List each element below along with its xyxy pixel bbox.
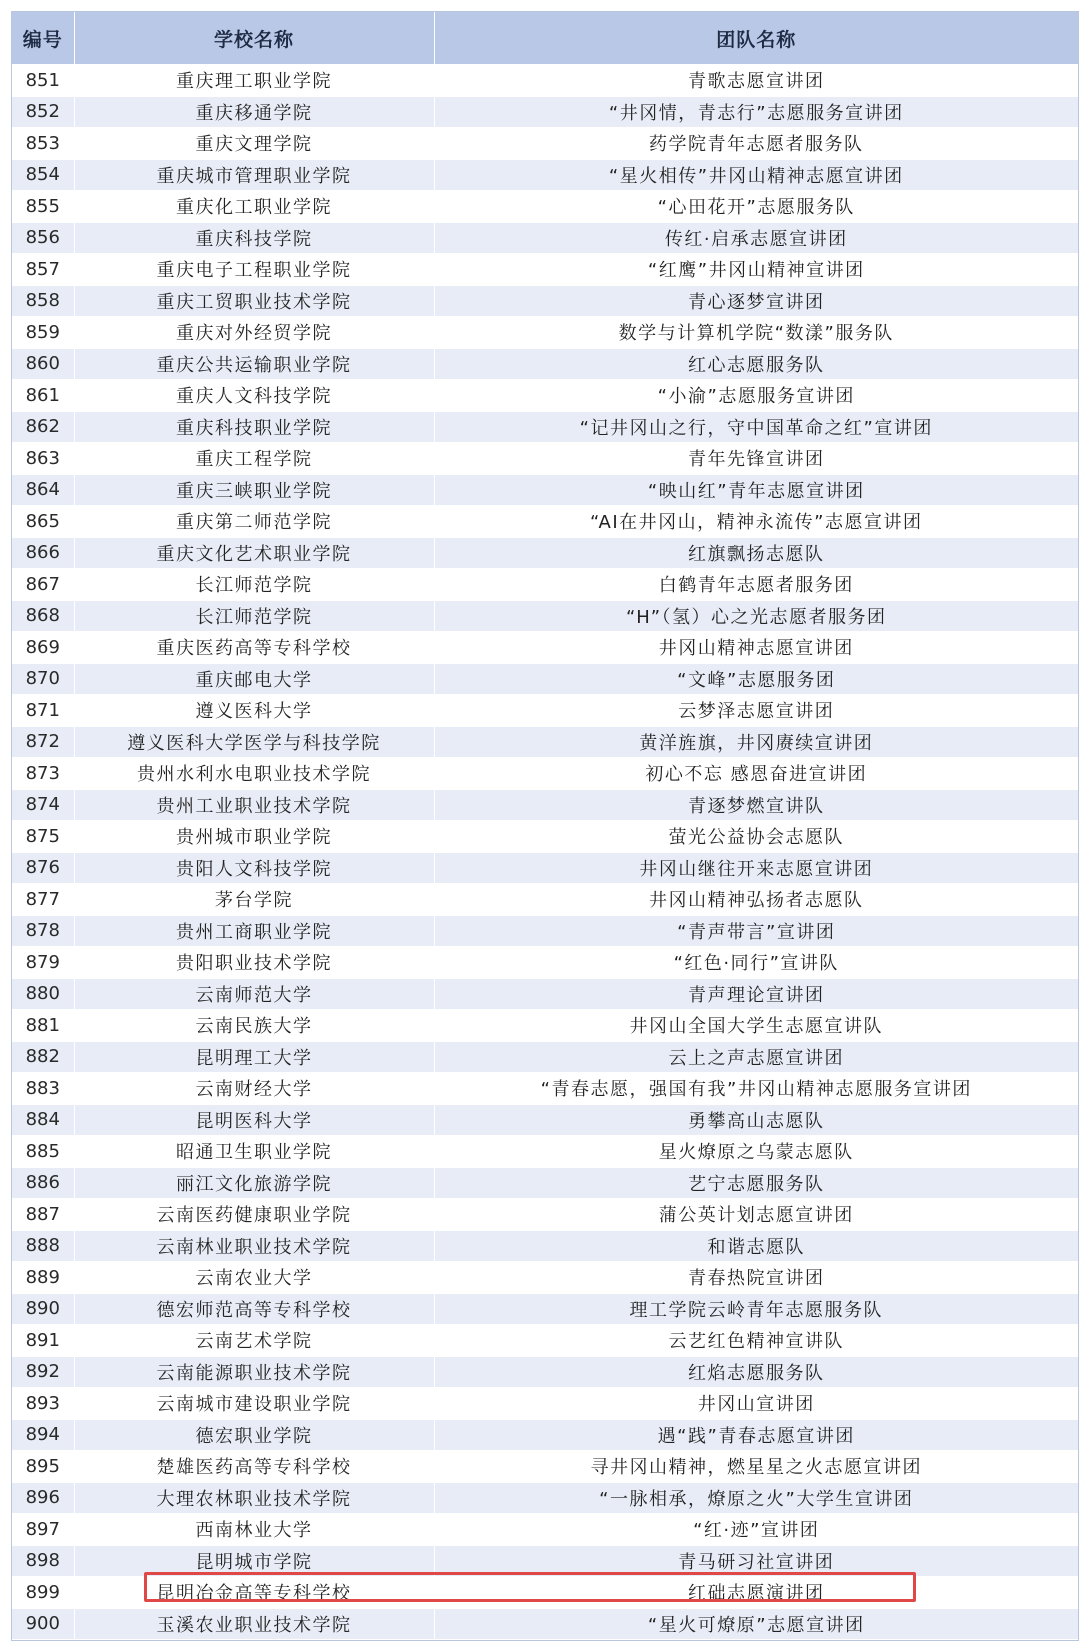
row-number: 855: [12, 191, 74, 223]
row-school: 重庆化工职业学院: [74, 191, 434, 223]
table-row: [12, 821, 1078, 853]
row-team: 黄洋旌旗，井冈赓续宣讲团: [434, 726, 1078, 758]
table-row: [12, 285, 1078, 317]
table-row: [12, 506, 1078, 538]
row-team: 星火燎原之乌蒙志愿队: [434, 1136, 1078, 1168]
row-number: 866: [12, 537, 74, 569]
row-school: 昆明理工大学: [74, 1041, 434, 1073]
row-team: 红焰志愿服务队: [434, 1356, 1078, 1388]
row-school: 重庆移通学院: [74, 96, 434, 128]
row-school: 重庆科技职业学院: [74, 411, 434, 443]
row-number: 879: [12, 947, 74, 979]
row-number: 874: [12, 789, 74, 821]
row-number: 858: [12, 285, 74, 317]
table-row: [12, 1356, 1078, 1388]
row-team: 和谐志愿队: [434, 1230, 1078, 1262]
row-team: “星火可燎原”志愿宣讲团: [434, 1608, 1078, 1640]
row-team: 井冈山全国大学生志愿宣讲队: [434, 1010, 1078, 1042]
row-team: 青声理论宣讲团: [434, 978, 1078, 1010]
row-number: 878: [12, 915, 74, 947]
row-team: “文峰”志愿服务团: [434, 663, 1078, 695]
row-school: 西南林业大学: [74, 1514, 434, 1546]
row-team: 萤光公益协会志愿队: [434, 821, 1078, 853]
table-row: [12, 789, 1078, 821]
row-team: 井冈山宣讲团: [434, 1388, 1078, 1420]
table-row: [12, 695, 1078, 727]
row-number: 889: [12, 1262, 74, 1294]
row-team: “青声带言”宣讲团: [434, 915, 1078, 947]
row-number: 865: [12, 506, 74, 538]
row-team: “一脉相承，燎原之火”大学生宣讲团: [434, 1482, 1078, 1514]
table-row: [12, 726, 1078, 758]
table-row: [12, 254, 1078, 286]
row-team: 青歌志愿宣讲团: [434, 65, 1078, 97]
table-row: [12, 1262, 1078, 1294]
row-team: 初心不忘 感恩奋进宣讲团: [434, 758, 1078, 790]
row-school: 德宏师范高等专科学校: [74, 1293, 434, 1325]
row-school: 楚雄医药高等专科学校: [74, 1451, 434, 1483]
row-team: 艺宁志愿服务队: [434, 1167, 1078, 1199]
row-school: 云南林业职业技术学院: [74, 1230, 434, 1262]
row-team: 井冈山精神弘扬者志愿队: [434, 884, 1078, 916]
row-school: 丽江文化旅游学院: [74, 1167, 434, 1199]
table-row: [12, 474, 1078, 506]
row-team: “青春志愿，强国有我”井冈山精神志愿服务宣讲团: [434, 1073, 1078, 1105]
table-row: [12, 600, 1078, 632]
row-number: 872: [12, 726, 74, 758]
table-row: [12, 1514, 1078, 1546]
row-school: 昭通卫生职业学院: [74, 1136, 434, 1168]
table-row: [12, 191, 1078, 223]
header-school: 学校名称: [74, 12, 434, 65]
table-row: [12, 1388, 1078, 1420]
row-team: “红鹰”井冈山精神宣讲团: [434, 254, 1078, 286]
row-team: “星火相传”井冈山精神志愿宣讲团: [434, 159, 1078, 191]
row-school: 重庆文理学院: [74, 128, 434, 160]
row-school: 重庆电子工程职业学院: [74, 254, 434, 286]
row-number: 880: [12, 978, 74, 1010]
row-number: 893: [12, 1388, 74, 1420]
row-team: 红旗飘扬志愿队: [434, 537, 1078, 569]
table-header: [12, 12, 1078, 65]
row-number: 863: [12, 443, 74, 475]
row-number: 854: [12, 159, 74, 191]
table-row: [12, 411, 1078, 443]
table-row: [12, 537, 1078, 569]
row-team: 白鹤青年志愿者服务团: [434, 569, 1078, 601]
row-number: 864: [12, 474, 74, 506]
row-school: 重庆公共运输职业学院: [74, 348, 434, 380]
row-number: 871: [12, 695, 74, 727]
table-row: [12, 1041, 1078, 1073]
roster-sheet: [11, 11, 1079, 1641]
row-school: 遵义医科大学医学与科技学院: [74, 726, 434, 758]
row-number: 875: [12, 821, 74, 853]
row-team: 青逐梦燃宣讲队: [434, 789, 1078, 821]
row-number: 897: [12, 1514, 74, 1546]
table-row: [12, 1167, 1078, 1199]
table-row: [12, 128, 1078, 160]
row-school: 云南艺术学院: [74, 1325, 434, 1357]
row-school: 云南能源职业技术学院: [74, 1356, 434, 1388]
table-row: [12, 852, 1078, 884]
row-team: 云艺红色精神宣讲队: [434, 1325, 1078, 1357]
row-number: 868: [12, 600, 74, 632]
row-number: 898: [12, 1545, 74, 1577]
table-row: [12, 96, 1078, 128]
table-row: [12, 1230, 1078, 1262]
table-row: [12, 884, 1078, 916]
row-team: 药学院青年志愿者服务队: [434, 128, 1078, 160]
row-number: 870: [12, 663, 74, 695]
row-team: 云上之声志愿宣讲团: [434, 1041, 1078, 1073]
row-school: 重庆工贸职业技术学院: [74, 285, 434, 317]
table-row: [12, 317, 1078, 349]
row-number: 857: [12, 254, 74, 286]
row-school: 重庆科技学院: [74, 222, 434, 254]
row-school: 重庆第二师范学院: [74, 506, 434, 538]
row-team: 理工学院云岭青年志愿服务队: [434, 1293, 1078, 1325]
row-school: 长江师范学院: [74, 569, 434, 601]
row-number: 869: [12, 632, 74, 664]
row-school: 重庆城市管理职业学院: [74, 159, 434, 191]
row-team: 红础志愿演讲团: [434, 1577, 1078, 1609]
row-team: 青心逐梦宣讲团: [434, 285, 1078, 317]
row-team: 红心志愿服务队: [434, 348, 1078, 380]
row-team: 数学与计算机学院“数漾”服务队: [434, 317, 1078, 349]
row-school: 贵州水利水电职业技术学院: [74, 758, 434, 790]
row-number: 882: [12, 1041, 74, 1073]
row-number: 884: [12, 1104, 74, 1136]
table-row: [12, 1451, 1078, 1483]
row-school: 遵义医科大学: [74, 695, 434, 727]
table-row: [12, 1293, 1078, 1325]
row-team: “井冈情，青志行”志愿服务宣讲团: [434, 96, 1078, 128]
row-team: “红色·同行”宣讲队: [434, 947, 1078, 979]
row-team: “红·迹”宣讲团: [434, 1514, 1078, 1546]
row-school: 重庆对外经贸学院: [74, 317, 434, 349]
row-school: 长江师范学院: [74, 600, 434, 632]
row-number: 885: [12, 1136, 74, 1168]
table-row: [12, 348, 1078, 380]
row-team: 寻井冈山精神，燃星星之火志愿宣讲团: [434, 1451, 1078, 1483]
row-team: “记井冈山之行，守中国革命之红”宣讲团: [434, 411, 1078, 443]
table-row: [12, 915, 1078, 947]
row-team: “AI在井冈山，精神永流传”志愿宣讲团: [434, 506, 1078, 538]
row-number: 900: [12, 1608, 74, 1640]
row-school: 贵阳职业技术学院: [74, 947, 434, 979]
row-school: 昆明冶金高等专科学校: [74, 1577, 434, 1609]
header-team: 团队名称: [434, 12, 1078, 65]
row-number: 890: [12, 1293, 74, 1325]
row-number: 862: [12, 411, 74, 443]
row-school: 云南民族大学: [74, 1010, 434, 1042]
table-row: [12, 1482, 1078, 1514]
row-team: 井冈山精神志愿宣讲团: [434, 632, 1078, 664]
row-school: 重庆工程学院: [74, 443, 434, 475]
row-school: 昆明医科大学: [74, 1104, 434, 1136]
row-school: 重庆文化艺术职业学院: [74, 537, 434, 569]
header-row: [12, 12, 1078, 65]
row-team: “映山红”青年志愿宣讲团: [434, 474, 1078, 506]
table-row: [12, 978, 1078, 1010]
row-number: 876: [12, 852, 74, 884]
row-school: 重庆理工职业学院: [74, 65, 434, 97]
row-school: 大理农林职业技术学院: [74, 1482, 434, 1514]
table-row: [12, 159, 1078, 191]
table-row: [12, 1545, 1078, 1577]
row-team: “心田花开”志愿服务队: [434, 191, 1078, 223]
table-row: [12, 1325, 1078, 1357]
table-row: [12, 1010, 1078, 1042]
row-number: 852: [12, 96, 74, 128]
row-school: 茅台学院: [74, 884, 434, 916]
row-number: 892: [12, 1356, 74, 1388]
row-school: 云南城市建设职业学院: [74, 1388, 434, 1420]
table-row: [12, 569, 1078, 601]
row-number: 860: [12, 348, 74, 380]
row-team: 蒲公英计划志愿宣讲团: [434, 1199, 1078, 1231]
row-number: 851: [12, 65, 74, 97]
table-row: [12, 947, 1078, 979]
row-school: 云南师范大学: [74, 978, 434, 1010]
table-row: [12, 222, 1078, 254]
table-row: [12, 443, 1078, 475]
row-team: 遇“践”青春志愿宣讲团: [434, 1419, 1078, 1451]
table-row: [12, 1104, 1078, 1136]
row-team: 青春热院宣讲团: [434, 1262, 1078, 1294]
table-row: [12, 1136, 1078, 1168]
row-school: 昆明城市学院: [74, 1545, 434, 1577]
table-row: [12, 380, 1078, 412]
row-number: 853: [12, 128, 74, 160]
row-number: 888: [12, 1230, 74, 1262]
team-roster-table: [12, 12, 1078, 1640]
row-team: 云梦泽志愿宣讲团: [434, 695, 1078, 727]
table-row: [12, 65, 1078, 97]
row-number: 883: [12, 1073, 74, 1105]
row-number: 881: [12, 1010, 74, 1042]
row-team: 井冈山继往开来志愿宣讲团: [434, 852, 1078, 884]
row-team: 勇攀高山志愿队: [434, 1104, 1078, 1136]
row-school: 云南财经大学: [74, 1073, 434, 1105]
table-row: [12, 1577, 1078, 1609]
row-school: 重庆医药高等专科学校: [74, 632, 434, 664]
row-school: 玉溪农业职业技术学院: [74, 1608, 434, 1640]
row-number: 856: [12, 222, 74, 254]
row-number: 873: [12, 758, 74, 790]
row-number: 894: [12, 1419, 74, 1451]
row-school: 云南农业大学: [74, 1262, 434, 1294]
row-number: 896: [12, 1482, 74, 1514]
row-number: 886: [12, 1167, 74, 1199]
row-school: 贵州工商职业学院: [74, 915, 434, 947]
row-number: 895: [12, 1451, 74, 1483]
row-number: 877: [12, 884, 74, 916]
row-team: 青年先锋宣讲团: [434, 443, 1078, 475]
row-school: 贵州城市职业学院: [74, 821, 434, 853]
row-team: 青马研习社宣讲团: [434, 1545, 1078, 1577]
row-school: 云南医药健康职业学院: [74, 1199, 434, 1231]
table-row: [12, 758, 1078, 790]
table-row: [12, 1199, 1078, 1231]
row-school: 重庆三峡职业学院: [74, 474, 434, 506]
row-number: 861: [12, 380, 74, 412]
row-team: 传红·启承志愿宣讲团: [434, 222, 1078, 254]
row-school: 德宏职业学院: [74, 1419, 434, 1451]
table-row: [12, 632, 1078, 664]
row-school: 重庆人文科技学院: [74, 380, 434, 412]
row-team: “H”（氢）心之光志愿者服务团: [434, 600, 1078, 632]
row-team: “小渝”志愿服务宣讲团: [434, 380, 1078, 412]
row-school: 重庆邮电大学: [74, 663, 434, 695]
table-row: [12, 1073, 1078, 1105]
table-row: [12, 663, 1078, 695]
row-number: 899: [12, 1577, 74, 1609]
row-school: 贵州工业职业技术学院: [74, 789, 434, 821]
table-body: [12, 65, 1078, 1640]
row-number: 867: [12, 569, 74, 601]
row-school: 贵阳人文科技学院: [74, 852, 434, 884]
row-number: 891: [12, 1325, 74, 1357]
table-row: [12, 1419, 1078, 1451]
row-number: 859: [12, 317, 74, 349]
row-number: 887: [12, 1199, 74, 1231]
header-number: 编号: [12, 12, 74, 65]
table-row: [12, 1608, 1078, 1640]
